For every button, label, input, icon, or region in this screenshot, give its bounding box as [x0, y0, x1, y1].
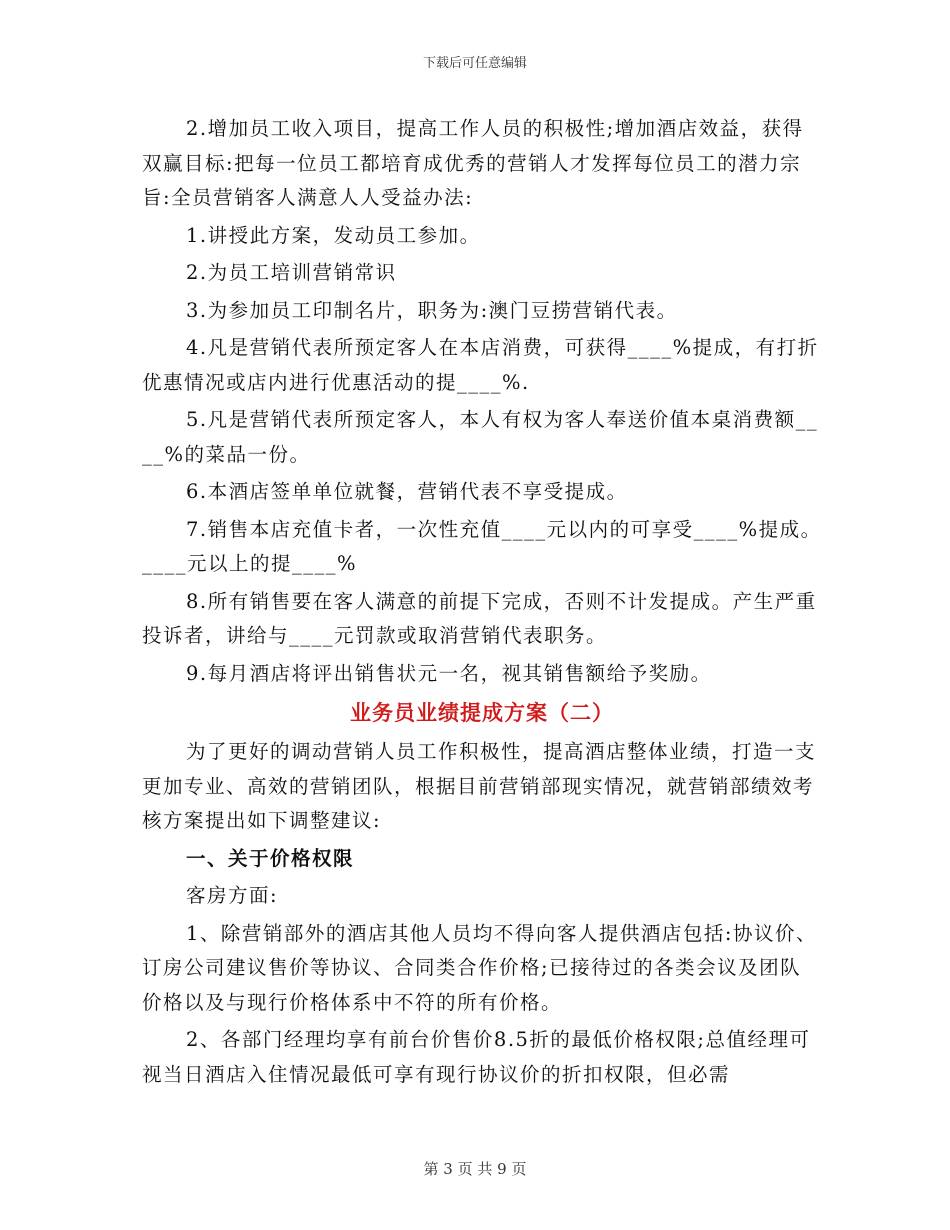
paragraph-item-2: 2.为员工培训营销常识	[186, 261, 397, 284]
paragraph-item-7: 7.销售本店充值卡者，一次性充值____元以内的可享受____%提成。____元以上的提____%	[142, 517, 822, 575]
section-intro: 为了更好的调动营销人员工作积极性，提高酒店整体业绩，打造一支更加专业、高效的营销团队，根据目前营销部现实情况，就营销部绩效考核方案提出如下调整建议:	[142, 740, 817, 832]
paragraph-item-1: 1.讲授此方案，发动员工参加。	[186, 223, 481, 247]
paragraph-item-8: 8.所有销售要在客人满意的前提下完成，否则不计发提成。产生严重投诉者，讲给与____元罚款或取消营销代表职务。	[142, 589, 817, 647]
rooms-item-1: 1、除营销部外的酒店其他人员均不得向客人提供酒店包括:协议价、订房公司建议售价等协议、合同类合作价格;已接待过的各类会议及团队价格以及与现行价格体系中不符的所有价格。	[142, 921, 817, 1014]
paragraph-item-4: 4.凡是营销代表所预定客人在本店消费，可获得____%提成，有打折优惠情况或店内进行优惠活动的提____%.	[142, 336, 819, 394]
paragraph-item-5: 5.凡是营销代表所预定客人，本人有权为客人奉送价值本桌消费额____%的菜品一份。	[142, 408, 819, 466]
section-title: 业务员业绩提成方案（二）	[350, 700, 614, 725]
paragraph-item-6: 6.本酒店签单单位就餐，营销代表不享受提成。	[186, 480, 628, 503]
page-header-note: 下载后可任意编辑	[422, 56, 527, 71]
paragraph-item-3: 3.为参加员工印制名片，职务为:澳门豆捞营销代表。	[186, 298, 678, 322]
page-number: 第 3 页 共 9 页	[423, 1160, 527, 1178]
document-body	[142, 112, 822, 1095]
subheading-price-authority: 一、关于价格权限	[186, 846, 355, 870]
paragraph-goal: 2.增加员工收入项目，提高工作人员的积极性;增加酒店效益，获得双赢目标:把每一位员工都培育成优秀的营销人才发挥每位员工的潜力宗旨:全员营销客人满意人人受益办法:	[142, 117, 804, 209]
paragraph-item-9: 9.每月酒店将评出销售状元一名，视其销售额给予奖励。	[186, 661, 712, 685]
rooms-item-2: 2、各部门经理均享有前台价售价8.5折的最低价格权限;总值经理可视当日酒店入住情况最低可享有现行协议价的折扣权限，但必需	[142, 1028, 811, 1086]
subsection-rooms: 客房方面:	[186, 884, 279, 907]
